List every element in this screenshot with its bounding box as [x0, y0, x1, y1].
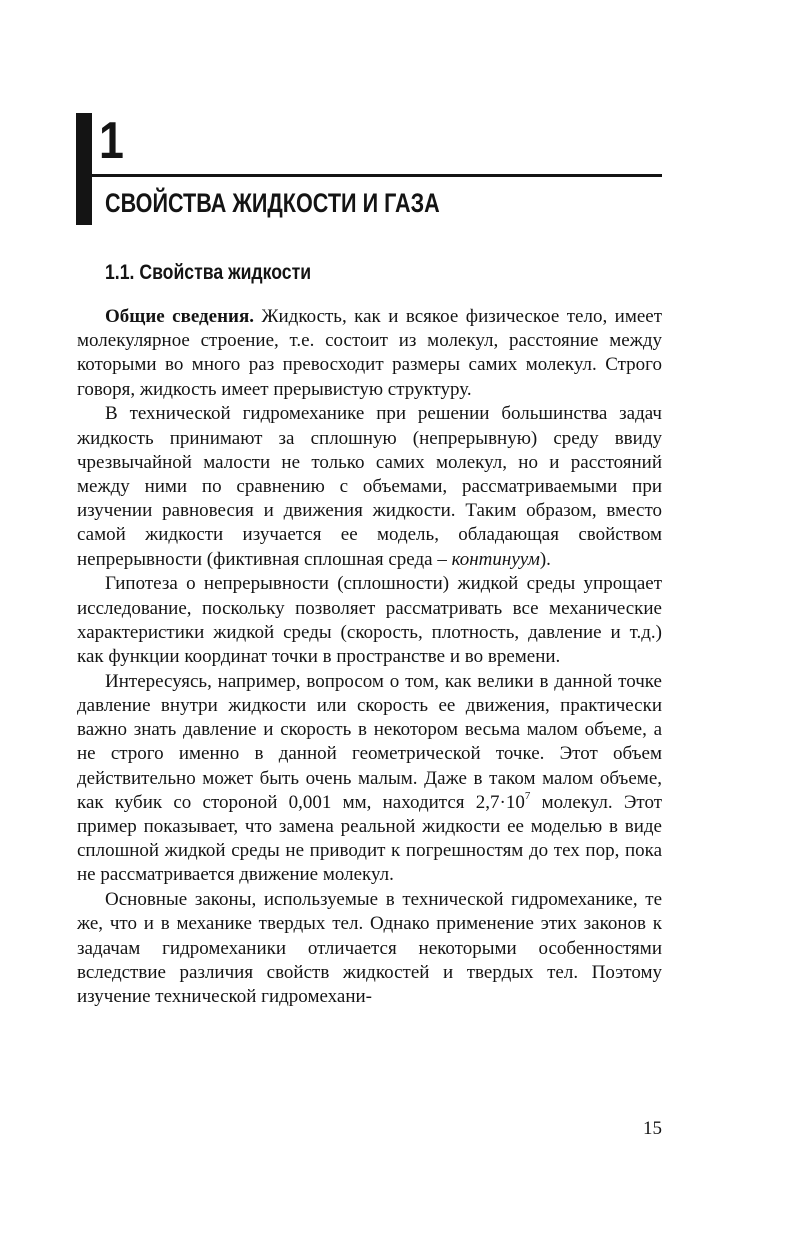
paragraph-2-text: В технической гидромеханике при решении большинства задач жидкость принимают за сплошную (непрерывную) среду ввиду чрезвычайной малости не только самих молекул, но и расстояний между ними по сравнению с объемами, рассматриваемыми при изучении равновесия и движения жидкости. Таким образом, вместо самой жидкости изучается ее модель, обладающая свойством непрерывности (фиктивная сплошная среда – [77, 403, 662, 570]
section-title: 1.1. Свойства жидкости [105, 261, 312, 284]
page-number: 15 [643, 1118, 662, 1139]
paragraph-4 [77, 670, 662, 888]
paragraph-3 [77, 572, 662, 669]
paragraph-4-text: Интересуясь, например, вопросом о том, как велики в данной точке давление внутри жидкости или скорость ее движения, практически важно знать давление и скорость в некотором весьма малом объеме, а не строго именно в данной геометрической точке. Этот объем действительно может быть очень малым. Даже в таком малом объеме, как кубик со стороной 0,001 мм, находится 2,7·10 [77, 670, 662, 813]
paragraph-5-text: Основные законы, используемые в технической гидромеханике, те же, что и в механике твердых тел. Однако применение этих законов к задачам гидромеханики отличается некоторыми особенностями вследствие различия свойств жидкостей и твердых тел. Поэтому изучение технической гидромехани- [77, 889, 662, 1008]
term-continuum: континуум [451, 548, 540, 570]
paragraph-4-end: молекул. Этот пример показывает, что замена реальной жидкости ее моделью в виде сплошной жидкой среды не приводит к погрешностям до тех пор, пока не рассматривается движение молекул. [77, 791, 663, 886]
paragraph-5 [77, 888, 662, 1009]
paragraph-1 [77, 305, 662, 402]
body-text [77, 305, 662, 1009]
paragraph-1-text: Жидкость, как и всякое физическое тело, имеет молекулярное строение, т.е. состоит из молекул, расстояние между которыми во много раз превосходит размеры самих молекул. Строго говоря, жидкость имеет прерывистую структуру. [77, 306, 663, 400]
chapter-rule [92, 174, 662, 177]
chapter-number: 1 [99, 112, 124, 170]
paragraph-2-end: ). [539, 548, 551, 570]
chapter-title: СВОЙСТВА ЖИДКОСТИ И ГАЗА [105, 188, 440, 218]
exponent: 7 [524, 789, 531, 802]
paragraph-2 [77, 402, 662, 571]
paragraph-3-text: Гипотеза о непрерывности (сплошности) жидкой среды упрощает исследование, поскольку позволяет рассматривать все механические характеристики жидкой среды (скорость, плотность, давление и т.д.) как функции координат точки в пространстве и во времени. [77, 573, 662, 668]
chapter-marker-bar [76, 113, 92, 225]
paragraph-lead: Общие сведения. [105, 306, 255, 327]
